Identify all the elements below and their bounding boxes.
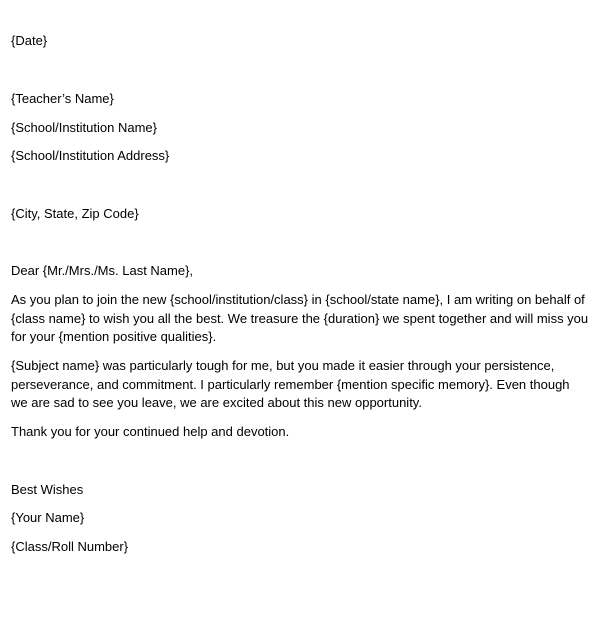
sender-class-roll: {Class/Roll Number} xyxy=(11,539,129,554)
closing: Best Wishes xyxy=(11,482,84,497)
body-paragraph-2: {Subject name} was particularly tough for me, but you made it easier through your persistence, perseverance, and commitment. I particularly remember {mention specific memory}. Even though we are sad to see you leave, we are excited about this new opportunity. xyxy=(11,358,570,410)
body-paragraph-3: Thank you for your continued help and devotion. xyxy=(11,424,290,439)
sender-name: {Your Name} xyxy=(11,510,85,525)
recipient-name: {Teacher’s Name} xyxy=(11,91,114,106)
recipient-address: {School/Institution Address} xyxy=(11,148,170,163)
recipient-city-state-zip: {City, State, Zip Code} xyxy=(11,206,139,221)
body-paragraph-1: As you plan to join the new {school/institution/class} in {school/state name}, I am writing on behalf of {class name} to wish you all the best. We treasure the {duration} we spent together and will miss you for your {mention positive qualities}. xyxy=(11,292,589,344)
recipient-school: {School/Institution Name} xyxy=(11,120,157,135)
letter-date: {Date} xyxy=(11,33,48,48)
salutation: Dear {Mr./Mrs./Ms. Last Name}, xyxy=(11,263,194,278)
